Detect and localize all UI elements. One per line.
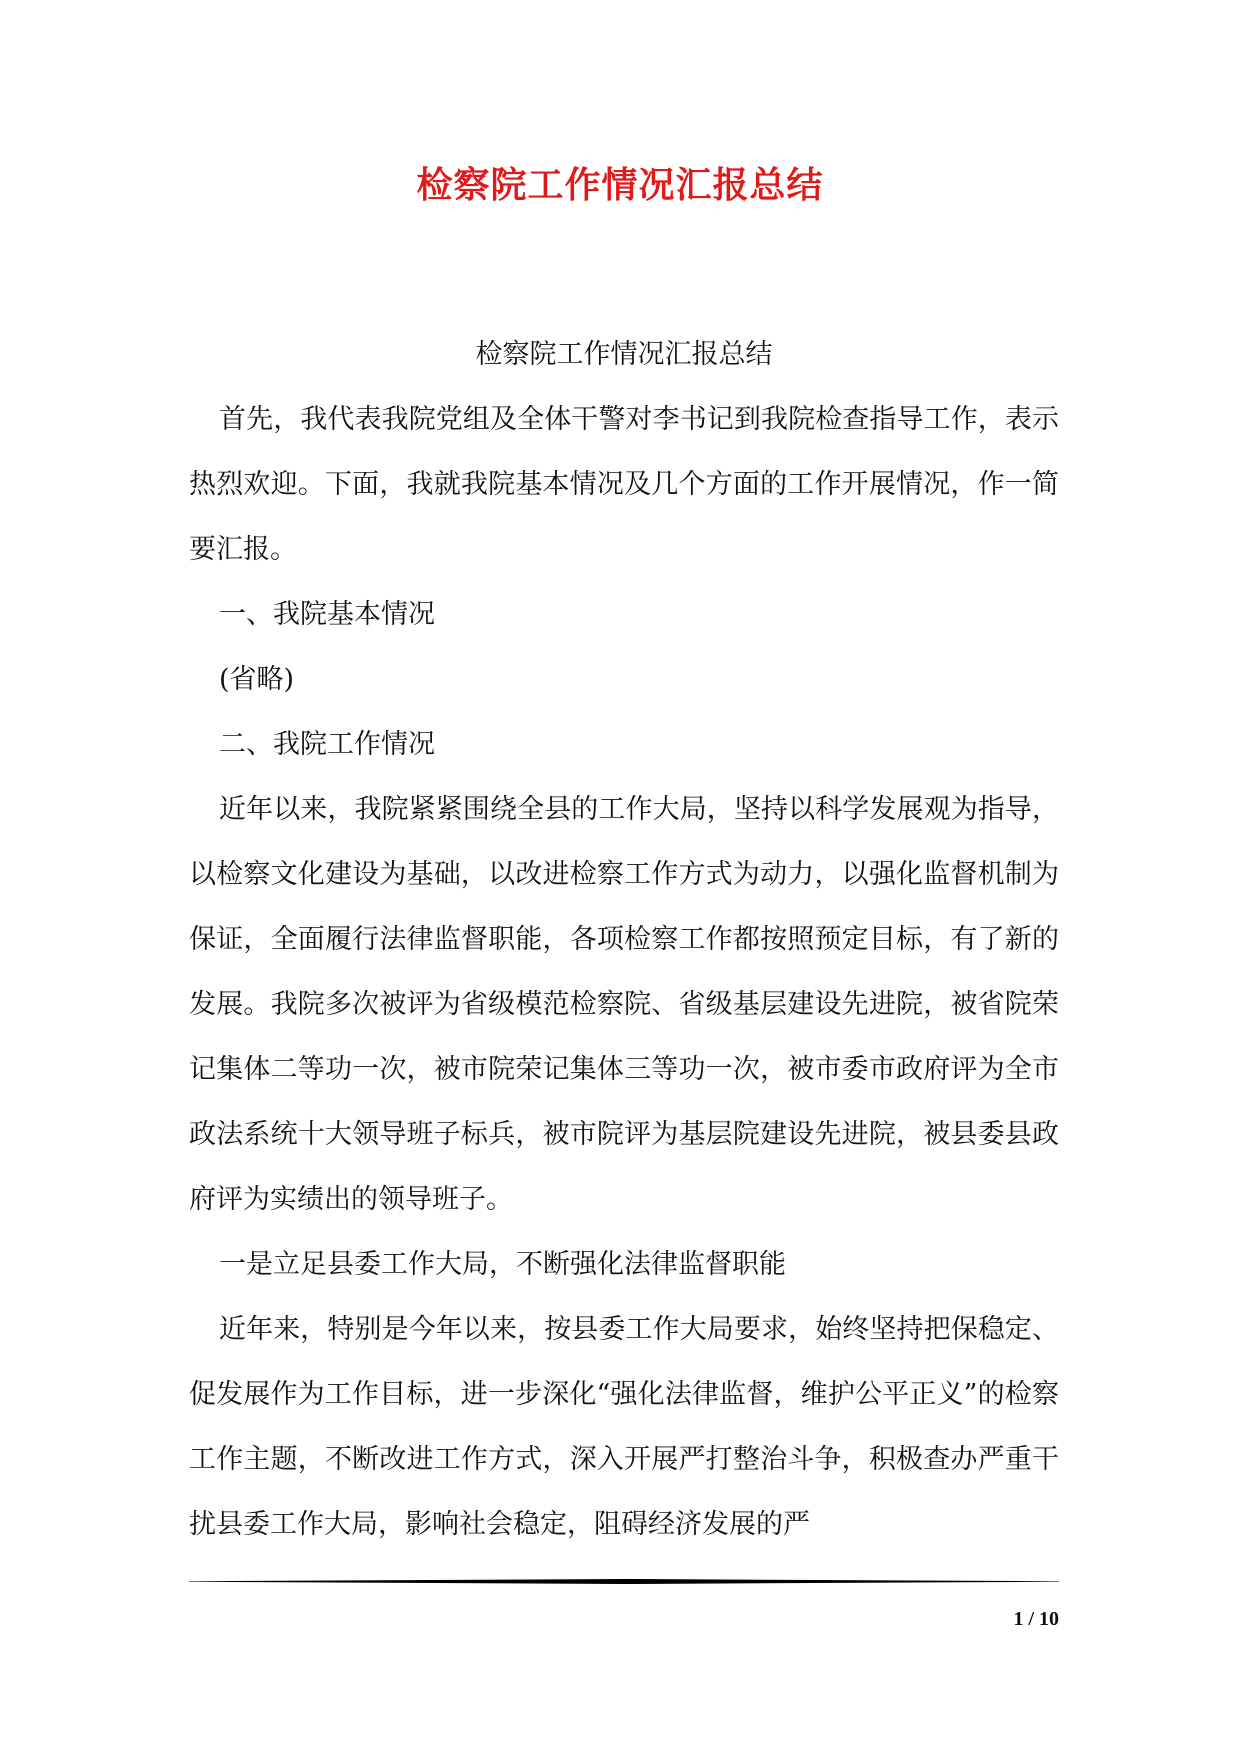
section-heading-work-status: 二、我院工作情况 [219, 729, 435, 760]
document-title: 检察院工作情况汇报总结 [416, 164, 824, 206]
document-body [189, 322, 1059, 1557]
paragraph-omitted: (省略) [219, 664, 295, 695]
paragraph-work-overview: 近年以来，我院紧紧围绕全县的工作大局，坚持以科学发展观为指导，以检察文化建设为基础，以改进检察工作方式为动力，以强化监督机制为保证，全面履行法律监督职能，各项检察工作都按照预定目标，有了新的发展。我院多次被评为省级模范检察院、省级基层建设先进院，被省院荣记集体二等功一次，被市院荣记集体三等功一次，被市委市政府评为全市政法系统十大领导班子标兵，被市院评为基层院建设先进院，被县委县政府评为实绩出的领导班子。 [189, 794, 1059, 1215]
section-heading-basic-info: 一、我院基本情况 [219, 599, 435, 630]
footer-divider [189, 1579, 1059, 1584]
paragraph-first-point: 近年来，特别是今年以来，按县委工作大局要求，始终坚持把保稳定、促发展作为工作目标，进一步深化“强化法律监督，维护公平正义”的检察工作主题，不断改进工作方式，深入开展严打整治斗争，积极查办严重干扰县委工作大局，影响社会稳定，阻碍经济发展的严 [189, 1314, 1059, 1540]
subheading-first-point: 一是立足县委工作大局，不断强化法律监督职能 [219, 1249, 786, 1280]
page-number: 1 / 10 [1013, 1608, 1059, 1630]
document-subtitle: 检察院工作情况汇报总结 [475, 339, 773, 370]
paragraph-intro: 首先，我代表我院党组及全体干警对李书记到我院检查指导工作，表示热烈欢迎。下面，我就我院基本情况及几个方面的工作开展情况，作一简要汇报。 [189, 404, 1059, 565]
